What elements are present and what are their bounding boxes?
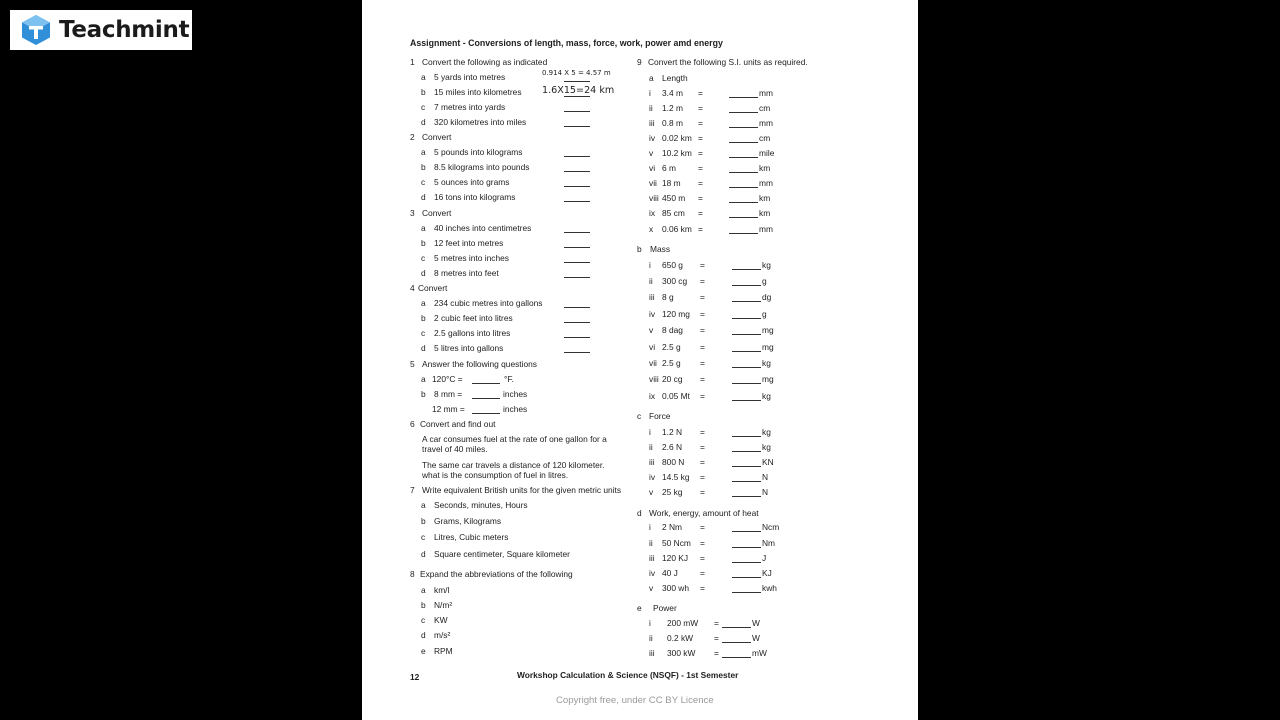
item-letter: c — [421, 177, 426, 187]
item-letter: b — [421, 389, 426, 399]
equals-sign: = — [714, 648, 719, 658]
answer-blank — [732, 269, 761, 270]
item-text: 15 miles into kilometres — [434, 87, 522, 97]
target-unit: mm — [759, 224, 773, 234]
unit-text: inches — [503, 389, 528, 399]
roman-numeral: iii — [649, 457, 655, 467]
item-text: m/s² — [434, 630, 451, 640]
roman-numeral: ii — [649, 633, 653, 643]
given-value: 120 KJ — [662, 553, 689, 563]
roman-numeral: vii — [649, 178, 657, 188]
given-value: 200 mW — [667, 618, 699, 628]
item-letter: a — [421, 147, 426, 157]
answer-blank — [564, 126, 590, 127]
item-letter: b — [421, 162, 426, 172]
item-text: RPM — [434, 646, 453, 656]
item-text: Seconds, minutes, Hours — [434, 500, 528, 510]
roman-numeral: iii — [649, 553, 655, 563]
roman-numeral: i — [649, 88, 651, 98]
question-number: 2 — [410, 132, 415, 142]
given-value: 2.6 N — [662, 442, 683, 452]
roman-numeral: viii — [649, 374, 659, 384]
question-title: Convert the following as indicated — [422, 57, 548, 67]
item-text: 8 mm = — [434, 389, 463, 399]
answer-blank — [729, 127, 758, 128]
equals-sign: = — [700, 391, 705, 401]
unit-text: inches — [503, 404, 528, 414]
equals-sign: = — [698, 88, 703, 98]
equals-sign: = — [700, 374, 705, 384]
equals-sign: = — [700, 442, 705, 452]
answer-blank — [729, 142, 758, 143]
answer-blank — [564, 352, 590, 353]
answer-blank — [564, 201, 590, 202]
equals-sign: = — [700, 522, 705, 532]
item-letter: a — [421, 374, 426, 384]
target-unit: km — [759, 208, 771, 218]
roman-numeral: vii — [649, 358, 657, 368]
question-paragraph: The same car travels a distance of 120 kilometer. what is the consumption of fuel in litres. — [422, 460, 605, 480]
given-value: 85 cm — [662, 208, 685, 218]
target-unit: W — [752, 618, 760, 628]
equals-sign: = — [698, 178, 703, 188]
item-text: 5 yards into metres — [434, 72, 506, 82]
section-title: Force — [649, 411, 671, 421]
target-unit: mg — [762, 374, 774, 384]
given-value: 8 g — [662, 292, 674, 302]
handwritten-note-2: 1.6X15=24 km — [542, 85, 615, 96]
roman-numeral: v — [649, 148, 654, 158]
item-text: Square centimeter, Square kilometer — [434, 549, 570, 559]
roman-numeral: i — [649, 618, 651, 628]
given-value: 6 m — [662, 163, 676, 173]
item-text: 40 inches into centimetres — [434, 223, 532, 233]
roman-numeral: ii — [649, 103, 653, 113]
given-value: 8 dag — [662, 325, 683, 335]
roman-numeral: i — [649, 427, 651, 437]
roman-numeral: ix — [649, 391, 656, 401]
target-unit: cm — [759, 133, 771, 143]
target-unit: W — [752, 633, 760, 643]
section-letter: c — [637, 411, 642, 421]
item-text: 16 tons into kilograms — [434, 192, 516, 202]
equals-sign: = — [698, 118, 703, 128]
item-text: N/m² — [434, 600, 453, 610]
given-value: 1.2 m — [662, 103, 683, 113]
handwritten-note-1: 0.914 X 5 = 4.57 m — [542, 69, 611, 77]
answer-blank — [722, 657, 751, 658]
target-unit: mm — [759, 178, 773, 188]
target-unit: dg — [762, 292, 772, 302]
answer-blank — [732, 451, 761, 452]
equals-sign: = — [700, 309, 705, 319]
answer-blank — [564, 96, 590, 97]
target-unit: kg — [762, 427, 771, 437]
unit-text: °F. — [504, 374, 514, 384]
question-number: 6 — [410, 419, 415, 429]
target-unit: mm — [759, 88, 773, 98]
equals-sign: = — [714, 633, 719, 643]
answer-blank — [564, 81, 590, 82]
question-number: 3 — [410, 208, 415, 218]
given-value: 2.5 g — [662, 342, 681, 352]
target-unit: N — [762, 487, 769, 497]
equals-sign: = — [700, 276, 705, 286]
section-letter: e — [637, 603, 642, 613]
target-unit: J — [762, 553, 767, 563]
target-unit: km — [759, 193, 771, 203]
item-letter: e — [421, 646, 426, 656]
section-letter: d — [637, 508, 642, 518]
question-number: 4 — [410, 283, 415, 293]
target-unit: kg — [762, 260, 771, 270]
answer-blank — [729, 97, 758, 98]
answer-blank — [472, 383, 500, 384]
item-letter: b — [421, 87, 426, 97]
target-unit: g — [762, 309, 767, 319]
equals-sign: = — [698, 133, 703, 143]
question-title: Convert and find out — [420, 419, 496, 429]
target-unit: N — [762, 472, 769, 482]
target-unit: mg — [762, 325, 774, 335]
item-letter: c — [421, 532, 426, 542]
equals-sign: = — [700, 292, 705, 302]
answer-blank — [722, 642, 751, 643]
roman-numeral: ii — [649, 538, 653, 548]
question-paragraph: A car consumes fuel at the rate of one gallon for a travel of 40 miles. — [422, 434, 607, 454]
target-unit: kg — [762, 442, 771, 452]
item-text: 5 pounds into kilograms — [434, 147, 523, 157]
item-letter: d — [421, 117, 426, 127]
equals-sign: = — [700, 427, 705, 437]
item-text: 7 metres into yards — [434, 102, 506, 112]
given-value: 10.2 km — [662, 148, 692, 158]
equals-sign: = — [700, 583, 705, 593]
item-letter: c — [421, 253, 426, 263]
item-letter: d — [421, 268, 426, 278]
question-number: 8 — [410, 569, 415, 579]
equals-sign: = — [700, 358, 705, 368]
section-title: Mass — [650, 244, 671, 254]
target-unit: g — [762, 276, 767, 286]
given-value: 1.2 N — [662, 427, 683, 437]
answer-blank — [564, 307, 590, 308]
item-text: 2 cubic feet into litres — [434, 313, 513, 323]
equals-sign: = — [700, 568, 705, 578]
answer-blank — [472, 398, 500, 399]
answer-blank — [564, 156, 590, 157]
answer-blank — [732, 334, 761, 335]
answer-blank — [732, 481, 761, 482]
question-number: 1 — [410, 57, 415, 67]
answer-blank — [564, 171, 590, 172]
item-text: 8.5 kilograms into pounds — [434, 162, 530, 172]
answer-blank — [722, 627, 751, 628]
equals-sign: = — [698, 193, 703, 203]
roman-numeral: viii — [649, 193, 659, 203]
license-text: Copyright free, under CC BY Licence — [556, 695, 714, 706]
document-page — [362, 0, 918, 720]
roman-numeral: v — [649, 487, 654, 497]
given-value: 650 g — [662, 260, 683, 270]
given-value: 120 mg — [662, 309, 690, 319]
item-letter: b — [421, 516, 426, 526]
given-value: 14.5 kg — [662, 472, 690, 482]
section-title: Length — [662, 73, 688, 83]
given-value: 18 m — [662, 178, 681, 188]
target-unit: kg — [762, 358, 771, 368]
section-letter: b — [637, 244, 642, 254]
item-text: 5 ounces into grams — [434, 177, 510, 187]
item-letter: d — [421, 343, 426, 353]
roman-numeral: iv — [649, 133, 656, 143]
answer-blank — [564, 262, 590, 263]
page-number: 12 — [410, 672, 420, 682]
target-unit: mg — [762, 342, 774, 352]
roman-numeral: vi — [649, 163, 656, 173]
roman-numeral: v — [649, 325, 654, 335]
roman-numeral: i — [649, 260, 651, 270]
given-value: 300 cg — [662, 276, 688, 286]
item-letter: c — [421, 102, 426, 112]
equals-sign: = — [698, 103, 703, 113]
item-letter: d — [421, 549, 426, 559]
roman-numeral: iv — [649, 309, 656, 319]
equals-sign: = — [700, 457, 705, 467]
answer-blank — [732, 351, 761, 352]
answer-blank — [732, 547, 761, 548]
equals-sign: = — [700, 553, 705, 563]
item-letter: a — [421, 585, 426, 595]
item-letter: a — [421, 223, 426, 233]
answer-blank — [732, 318, 761, 319]
roman-numeral: ii — [649, 442, 653, 452]
item-letter: b — [421, 600, 426, 610]
answer-blank — [564, 247, 590, 248]
answer-blank — [732, 466, 761, 467]
roman-numeral: iii — [649, 118, 655, 128]
equals-sign: = — [714, 618, 719, 628]
answer-blank — [729, 157, 758, 158]
question-title: Expand the abbreviations of the following — [420, 569, 573, 579]
item-text: 5 metres into inches — [434, 253, 509, 263]
question-title: Convert — [422, 132, 452, 142]
target-unit: mm — [759, 118, 773, 128]
teachmint-logo-icon — [20, 14, 52, 46]
given-value: 2.5 g — [662, 358, 681, 368]
equals-sign: = — [700, 487, 705, 497]
given-value: 25 kg — [662, 487, 683, 497]
given-value: 300 wh — [662, 583, 690, 593]
teachmint-logo — [10, 10, 192, 50]
question-number: 5 — [410, 359, 415, 369]
section-letter: a — [649, 73, 654, 83]
answer-blank — [472, 413, 500, 414]
question-number: 9 — [637, 57, 642, 67]
question-number: 7 — [410, 485, 415, 495]
target-unit: Nm — [762, 538, 776, 548]
answer-blank — [564, 111, 590, 112]
item-text: 120°C = — [432, 374, 463, 384]
footer-title: Workshop Calculation & Science (NSQF) - 1st Semester — [517, 670, 739, 680]
equals-sign: = — [700, 260, 705, 270]
teachmint-logo-text: Teachmint — [59, 17, 190, 43]
given-value: 20 cg — [662, 374, 683, 384]
roman-numeral: v — [649, 583, 654, 593]
target-unit: kwh — [762, 583, 777, 593]
item-letter: a — [421, 500, 426, 510]
given-value: 450 m — [662, 193, 686, 203]
equals-sign: = — [698, 163, 703, 173]
answer-blank — [732, 577, 761, 578]
item-text: KW — [434, 615, 448, 625]
roman-numeral: iv — [649, 472, 656, 482]
answer-blank — [732, 592, 761, 593]
item-text: km/l — [434, 585, 450, 595]
answer-blank — [564, 322, 590, 323]
given-value: 40 J — [662, 568, 678, 578]
question-title: Write equivalent British units for the given metric units — [422, 485, 622, 495]
roman-numeral: iii — [649, 292, 655, 302]
item-text: 12 feet into metres — [434, 238, 504, 248]
answer-blank — [564, 277, 590, 278]
given-value: 2 Nm — [662, 522, 683, 532]
given-value: 0.8 m — [662, 118, 683, 128]
item-letter: a — [421, 72, 426, 82]
roman-numeral: ii — [649, 276, 653, 286]
item-letter: d — [421, 630, 426, 640]
answer-blank — [729, 217, 758, 218]
roman-numeral: vi — [649, 342, 656, 352]
page-title: Assignment - Conversions of length, mass, force, work, power amd energy — [410, 38, 723, 48]
answer-blank — [732, 301, 761, 302]
given-value: 0.06 km — [662, 224, 692, 234]
section-title: Power — [653, 603, 677, 613]
target-unit: mW — [752, 648, 767, 658]
answer-blank — [732, 367, 761, 368]
answer-blank — [564, 337, 590, 338]
given-value: 0.05 Mt — [662, 391, 690, 401]
item-text: 8 metres into feet — [434, 268, 499, 278]
roman-numeral: i — [649, 522, 651, 532]
equals-sign: = — [700, 325, 705, 335]
given-value: 0.2 kW — [667, 633, 694, 643]
given-value: 50 Ncm — [662, 538, 691, 548]
answer-blank — [732, 496, 761, 497]
item-letter: b — [421, 313, 426, 323]
answer-blank — [732, 531, 761, 532]
equals-sign: = — [698, 148, 703, 158]
equals-sign: = — [698, 224, 703, 234]
target-unit: KN — [762, 457, 774, 467]
answer-blank — [732, 383, 761, 384]
item-text: Grams, Kilograms — [434, 516, 502, 526]
answer-blank — [564, 186, 590, 187]
given-value: 3.4 m — [662, 88, 683, 98]
equals-sign: = — [700, 342, 705, 352]
roman-numeral: iii — [649, 648, 655, 658]
question-title: Answer the following questions — [422, 359, 537, 369]
question-title: Convert the following S.I. units as required. — [648, 57, 808, 67]
answer-blank — [732, 562, 761, 563]
answer-blank — [729, 187, 758, 188]
item-letter: b — [421, 238, 426, 248]
answer-blank — [732, 285, 761, 286]
question-title: Convert — [422, 208, 452, 218]
roman-numeral: iv — [649, 568, 656, 578]
answer-blank — [732, 400, 761, 401]
item-letter: c — [421, 328, 426, 338]
item-letter: d — [421, 192, 426, 202]
question-title: Convert — [418, 283, 448, 293]
target-unit: Ncm — [762, 522, 780, 532]
target-unit: mile — [759, 148, 775, 158]
roman-numeral: x — [649, 224, 654, 234]
target-unit: KJ — [762, 568, 772, 578]
given-value: 300 kW — [667, 648, 696, 658]
item-text: 234 cubic metres into gallons — [434, 298, 543, 308]
item-letter: c — [421, 615, 426, 625]
target-unit: kg — [762, 391, 771, 401]
item-text: 320 kilometres into miles — [434, 117, 527, 127]
target-unit: km — [759, 163, 771, 173]
item-letter: a — [421, 298, 426, 308]
item-text: Litres, Cubic meters — [434, 532, 509, 542]
roman-numeral: ix — [649, 208, 656, 218]
given-value: 0.02 km — [662, 133, 692, 143]
section-title: Work, energy, amount of heat — [649, 508, 759, 518]
equals-sign: = — [698, 208, 703, 218]
equals-sign: = — [700, 472, 705, 482]
equals-sign: = — [700, 538, 705, 548]
target-unit: cm — [759, 103, 771, 113]
answer-blank — [729, 172, 758, 173]
given-value: 800 N — [662, 457, 685, 467]
answer-blank — [564, 232, 590, 233]
answer-blank — [729, 233, 758, 234]
item-text: 12 mm = — [432, 404, 465, 414]
item-text: 5 litres into gallons — [434, 343, 504, 353]
answer-blank — [729, 112, 758, 113]
item-text: 2.5 gallons into litres — [434, 328, 511, 338]
answer-blank — [732, 436, 761, 437]
answer-blank — [729, 202, 758, 203]
